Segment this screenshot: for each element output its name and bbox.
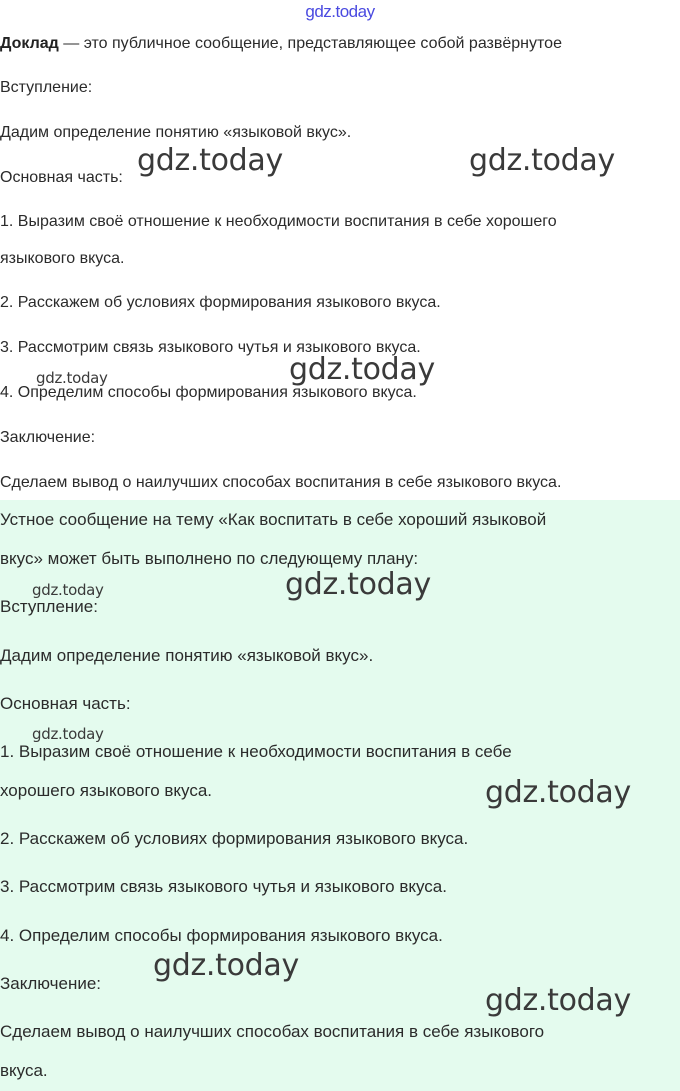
watermark: gdz.today — [285, 567, 431, 602]
plan-line: Сделаем вывод о наилучших способах воспитания в себе языкового — [0, 1022, 545, 1041]
site-logo[interactable]: gdz.today — [305, 2, 375, 21]
plan-line: Заключение: — [0, 974, 102, 993]
plan-line: 3. Рассмотрим связь языкового чутья и языкового вкуса. — [0, 339, 421, 356]
plan-line: Сделаем вывод о наилучших способах воспитания в себе языкового вкуса. — [0, 474, 562, 491]
watermark: gdz.today — [485, 775, 631, 810]
watermark: gdz.today — [289, 352, 435, 387]
plan-line: Вступление: — [0, 597, 98, 616]
plan-line: Устное сообщение на тему «Как воспитать в себе хороший языковой — [0, 510, 547, 529]
plan-line: 1. Выразим своё отношение к необходимости воспитания в себе хорошего — [0, 213, 557, 230]
plan-line: хорошего языкового вкуса. — [0, 781, 213, 800]
plan-line: вкуса. — [0, 1061, 48, 1080]
watermark: gdz.today — [36, 369, 108, 387]
plan-line: 1. Выразим своё отношение к необходимости воспитания в себе — [0, 742, 512, 761]
watermark: gdz.today — [469, 143, 615, 178]
plan-line: вкус» может быть выполнено по следующему плану: — [0, 549, 419, 568]
watermark: gdz.today — [32, 725, 104, 743]
watermark: gdz.today — [153, 948, 299, 983]
term-bold: Доклад — [0, 35, 59, 52]
plan-line: языкового вкуса. — [0, 250, 125, 267]
watermark: gdz.today — [137, 143, 283, 178]
plan-line: Основная часть: — [0, 694, 131, 713]
plan-line: Вступление: — [0, 79, 93, 96]
watermark: gdz.today — [32, 581, 104, 599]
plan-line: 2. Расскажем об условиях формирования языкового вкуса. — [0, 829, 469, 848]
plan-line: 4. Определим способы формирования языкового вкуса. — [0, 384, 417, 401]
intro-text: — это публичное сообщение, представляющее собой развёрнутое — [58, 35, 562, 52]
plan-line: 3. Рассмотрим связь языкового чутья и языкового вкуса. — [0, 877, 447, 896]
plan-line: Дадим определение понятию «языковой вкус». — [0, 646, 374, 665]
plan-line: 4. Определим способы формирования языкового вкуса. — [0, 926, 443, 945]
plan-line: Основная часть: — [0, 169, 123, 186]
watermark: gdz.today — [485, 983, 631, 1018]
plan-line: Дадим определение понятию «языковой вкус». — [0, 124, 352, 141]
plan-line: Заключение: — [0, 429, 96, 446]
plan-line: 2. Расскажем об условиях формирования языкового вкуса. — [0, 294, 441, 311]
intro-line — [0, 33, 562, 55]
